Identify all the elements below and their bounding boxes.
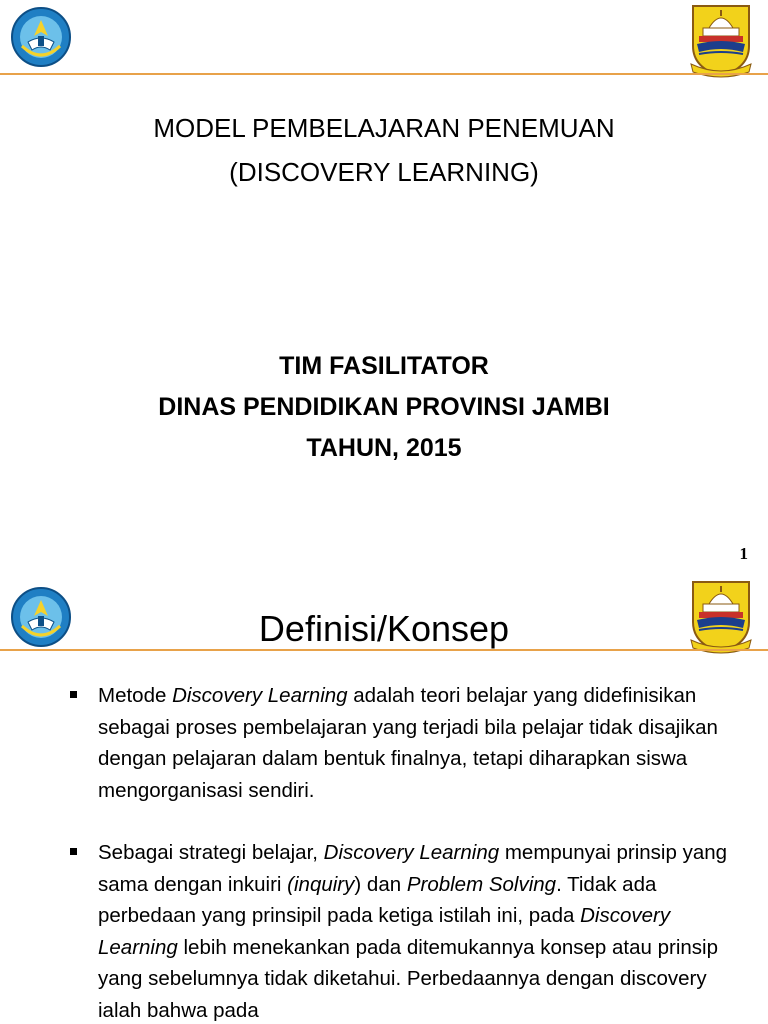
text-run: ) dan <box>354 872 407 896</box>
text-run: Problem Solving <box>406 872 557 896</box>
text-run: mempunyai prinsip yang sama dengan inkuiri <box>98 841 728 896</box>
text-run: Sebagai strategi belajar, <box>98 841 324 864</box>
presentation-title <box>0 106 768 194</box>
header-rule <box>0 649 768 651</box>
bullet-item-2 <box>68 837 748 1024</box>
text-run: Metode <box>98 684 173 707</box>
author-line-2: DINAS PENDIDIKAN PROVINSI JAMBI <box>158 393 610 421</box>
bullet-list <box>68 680 748 1024</box>
bullet-item-1 <box>68 680 748 806</box>
text-run: . Tidak ada perbedaan yang prinsipil pada ketiga istilah ini, pada <box>98 872 657 927</box>
jambi-province-logo <box>689 2 753 78</box>
text-run: lebih menekankan pada ditemukannya konsep atau prinsip yang sebelumnya tidak diketahui. Perbedaannya dengan discovery ialah bahwa pada <box>98 935 718 1022</box>
header-rule <box>0 73 768 75</box>
education-ministry-logo <box>10 6 72 68</box>
author-line-3: TAHUN, 2015 <box>306 434 462 462</box>
text-run: Discovery Learning <box>98 904 671 959</box>
title-line-2: (DISCOVERY LEARNING) <box>229 157 539 187</box>
text-run: adalah teori belajar yang didefinisikan sebagai proses pembelajaran yang terjadi bila pelajar tidak disajikan dengan pelajaran dalam bentuk finalnya, tetapi diharapkan siswa mengorganisasi sendiri. <box>98 684 718 802</box>
text-run: Discovery Learning <box>172 684 348 707</box>
text-run: (inquiry <box>287 872 355 896</box>
text-run: Discovery Learning <box>323 841 500 864</box>
slide-title: Definisi/Konsep <box>258 608 510 649</box>
author-block <box>0 346 768 469</box>
page-number: 1 <box>739 544 748 563</box>
slide-2 <box>0 576 768 1024</box>
author-line-1: TIM FASILITATOR <box>279 352 489 380</box>
title-line-1: MODEL PEMBELAJARAN PENEMUAN <box>153 113 615 143</box>
